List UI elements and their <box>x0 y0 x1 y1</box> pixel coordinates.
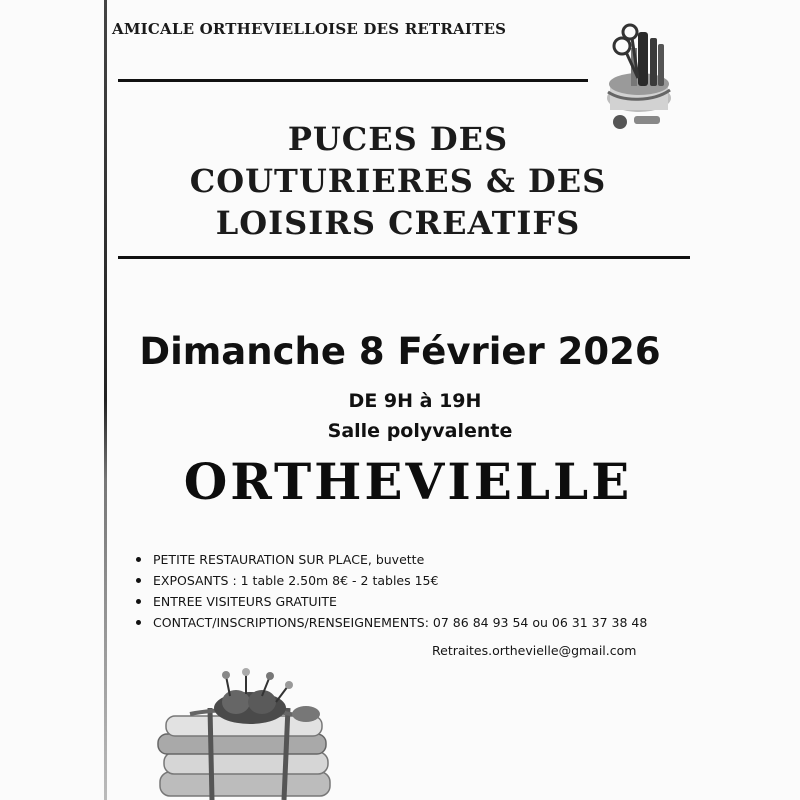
title-line: COUTURIERES & DES <box>189 162 607 200</box>
list-item: EXPOSANTS : 1 table 2.50m 8€ - 2 tables 15€ <box>136 570 647 591</box>
list-item: ENTREE VISITEURS GRATUITE <box>136 591 647 612</box>
fabric-stack-pincushion-icon <box>150 668 340 800</box>
info-list <box>136 549 647 633</box>
event-date: Dimanche 8 Février 2026 <box>139 330 661 373</box>
paper-edge <box>104 0 107 800</box>
list-item: CONTACT/INSCRIPTIONS/RENSEIGNEMENTS: 07 86 84 93 54 ou 06 31 37 38 48 <box>136 612 647 633</box>
event-title <box>118 118 678 244</box>
contact-email: Retraites.orthevielle@gmail.com <box>432 643 637 658</box>
event-venue: Salle polyvalente <box>327 420 513 442</box>
title-line: PUCES DES <box>287 120 509 158</box>
event-town: ORTHEVIELLE <box>183 452 633 511</box>
event-hours: DE 9H à 19H <box>348 390 482 412</box>
bottom-divider <box>118 256 690 259</box>
title-line: LOISIRS CREATIFS <box>215 204 581 242</box>
sewing-supplies-icon <box>598 18 680 134</box>
organization-name: AMICALE ORTHEVIELLOISE DES RETRAITES <box>112 20 507 38</box>
top-divider <box>118 79 588 82</box>
list-item: PETITE RESTAURATION SUR PLACE, buvette <box>136 549 647 570</box>
